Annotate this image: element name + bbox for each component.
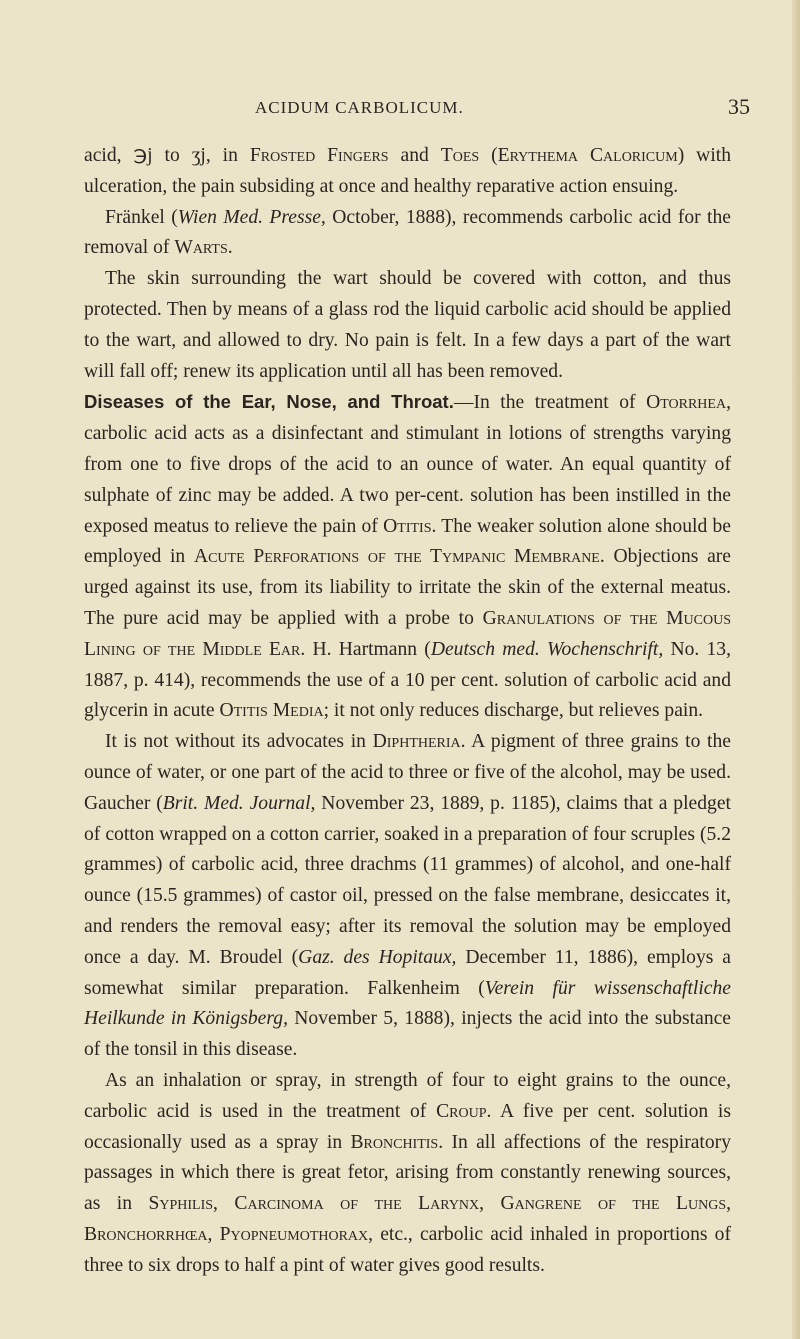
running-head: ACIDUM CARBOLICUM.	[255, 98, 464, 117]
page-edge	[792, 0, 800, 1339]
page-header	[0, 94, 800, 124]
paragraph-diphtheria: It is not without its advocates in Diphtheria. A pigment of three grains to the ounce of water, or one part of the acid to three or five of the alcohol, may be used. Gaucher (Brit. Med. Journal, November 23, 1889, p. 1185), claims that a pledget of cotton wrapped on a cotton carrier, soaked in a preparation of four scruples (5.2 grammes) of carbolic acid, three drachms (11 grammes) of alcohol, and one-half ounce (15.5 grammes) of castor oil, pressed on the false membrane, desiccates it, and renders the removal easy; after its removal the solution may be employed once a day. M. Broudel (Gaz. des Hopitaux, December 11, 1886), employs a somewhat similar preparation. Falkenheim (Verein für wissenschaftliche Heilkunde in Königsberg, November 5, 1888), injects the acid into the substance of the tonsil in this disease.	[84, 731, 732, 1061]
page-number: 35	[728, 94, 750, 119]
paragraph-frosted-fingers: acid, ℈j to ʒj, in Frosted Fingers and Toes (Erythema Caloricum) with ulceration, the pain subsiding at once and healthy reparative action ensuing.	[84, 145, 731, 197]
paragraph-inhalation: As an inhalation or spray, in strength of four to eight grains to the ounce, carbolic acid is used in the treatment of Croup. A five per cent. solution is occasionally used as a spray in Bronchitis. In all affections of the respiratory passages in which there is great fetor, arising from constantly renewing sources, as in Syphilis, Carcinoma of the Larynx, Gangrene of the Lungs, Bronchorrhœa, Pyopneumothorax, etc., carbolic acid inhaled in proportions of three to six drops to half a pint of water gives good results.	[84, 1069, 732, 1276]
section-heading: Diseases of the Ear, Nose, and Throat.	[84, 391, 454, 413]
body-text	[84, 141, 731, 1281]
paragraph-wart-procedure: The skin surrounding the wart should be covered with cotton, and thus protected. Then by means of a glass rod the liquid carbolic acid should be applied to the wart, and allowed to dry. No pain is felt. In a few days a part of the wart will fall off; renew its application until all has been removed.	[84, 268, 731, 382]
paragraph-warts: Fränkel (Wien Med. Presse, October, 1888), recommends carbolic acid for the removal of Warts.	[84, 206, 731, 259]
paragraph-ear-nose-throat: Diseases of the Ear, Nose, and Throat.—In the treatment of Otorrhea, carbolic acid acts as a disinfectant and stimulant in lotions of strengths varying from one to five drops of the acid to an ounce of water. An equal quantity of sulphate of zinc may be added. A two per-cent. solution has been instilled in the exposed meatus to relieve the pain of Otitis. The weaker solution alone should be employed in Acute Perforations of the Tympanic Membrane. Objections are urged against its use, from its liability to irritate the skin of the external meatus. The pure acid may be applied with a probe to Granulations of the Mucous Lining of the Middle Ear. H. Hartmann (Deutsch med. Wochenschrift, No. 13, 1887, p. 414), recommends the use of a 10 per cent. solution of carbolic acid and glycerin in acute Otitis Media; it not only reduces discharge, but relieves pain.	[84, 391, 732, 722]
